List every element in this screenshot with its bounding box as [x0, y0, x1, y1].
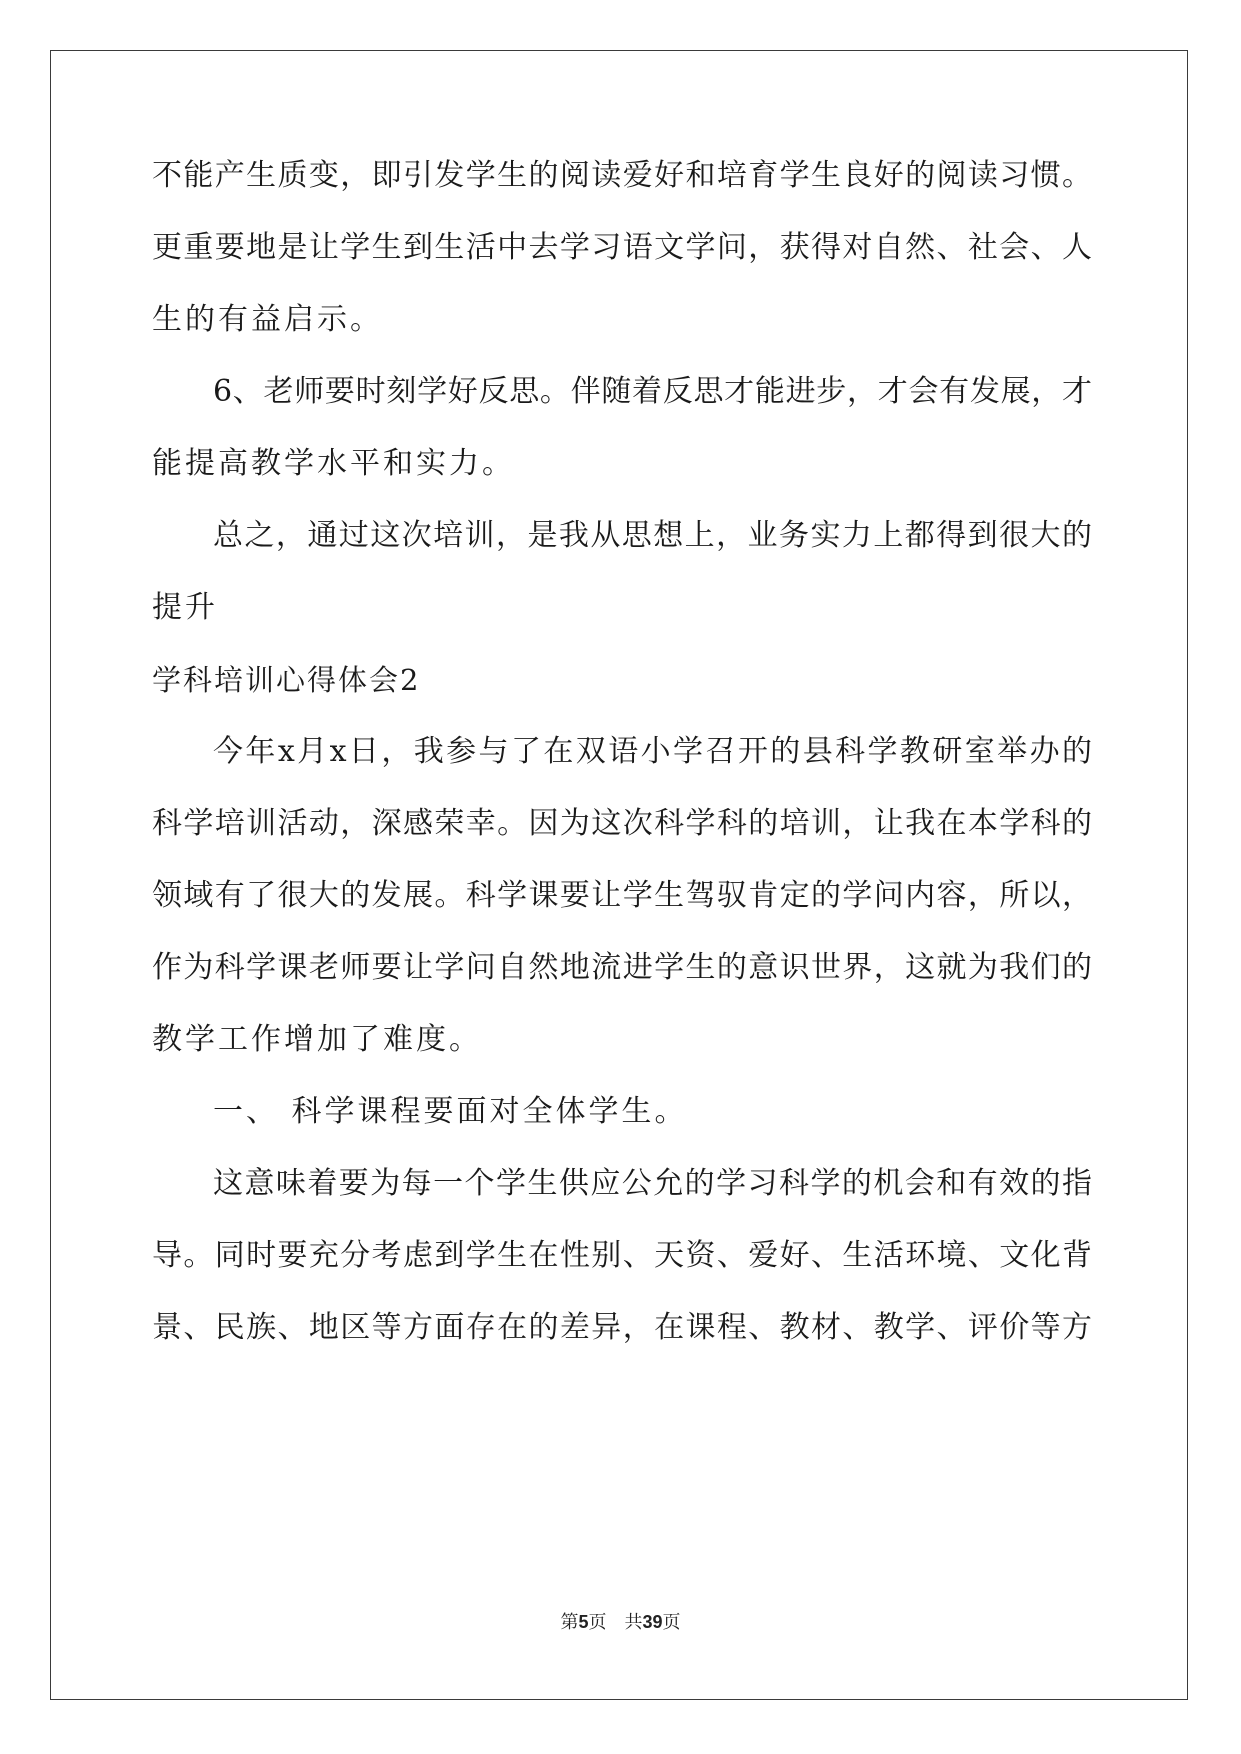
footer-prefix: 第 [560, 1612, 579, 1633]
body-line: 作为科学课老师要让学问自然地流进学生的意识世界，这就为我们的 [152, 950, 1092, 985]
body-line: 这意味着要为每一个学生供应公允的学习科学的机会和有效的指 [213, 1166, 1092, 1201]
body-line: 不能产生质变，即引发学生的阅读爱好和培育学生良好的阅读习惯。 [152, 158, 1092, 193]
body-line: 领域有了很大的发展。科学课要让学生驾驭肯定的学问内容，所以， [152, 878, 1092, 913]
total-page-count: 39 [642, 1612, 663, 1632]
body-line: 导。同时要充分考虑到学生在性别、天资、爱好、生活环境、文化背 [152, 1238, 1092, 1273]
body-line: 景、民族、地区等方面存在的差异，在课程、教材、教学、评价等方 [152, 1310, 1092, 1345]
footer-mid: 页 共 [588, 1612, 643, 1633]
footer-suffix: 页 [662, 1612, 681, 1633]
body-line: 今年x月x日，我参与了在双语小学召开的县科学教研室举办的 [213, 734, 1092, 769]
page-footer [0, 1610, 1241, 1635]
body-line: 更重要地是让学生到生活中去学习语文学问，获得对自然、社会、人 [152, 230, 1092, 265]
body-line: 总之，通过这次培训，是我从思想上，业务实力上都得到很大的 [213, 518, 1092, 553]
section-heading: 学科培训心得体会2 [152, 663, 421, 697]
body-line: 教学工作增加了难度。 [152, 1022, 482, 1057]
current-page-number: 5 [578, 1612, 589, 1632]
body-line: 生的有益启示。 [152, 302, 383, 337]
body-line: 6、老师要时刻学好反思。伴随着反思才能进步，才会有发展，才 [213, 374, 1092, 409]
page-border [50, 50, 1188, 1700]
body-line: 科学培训活动，深感荣幸。因为这次科学科的培训，让我在本学科的 [152, 806, 1092, 841]
subsection-heading: 一、 科学课程要面对全体学生。 [213, 1094, 688, 1129]
body-line: 提升 [152, 590, 218, 625]
body-line: 能提高教学水平和实力。 [152, 446, 515, 481]
